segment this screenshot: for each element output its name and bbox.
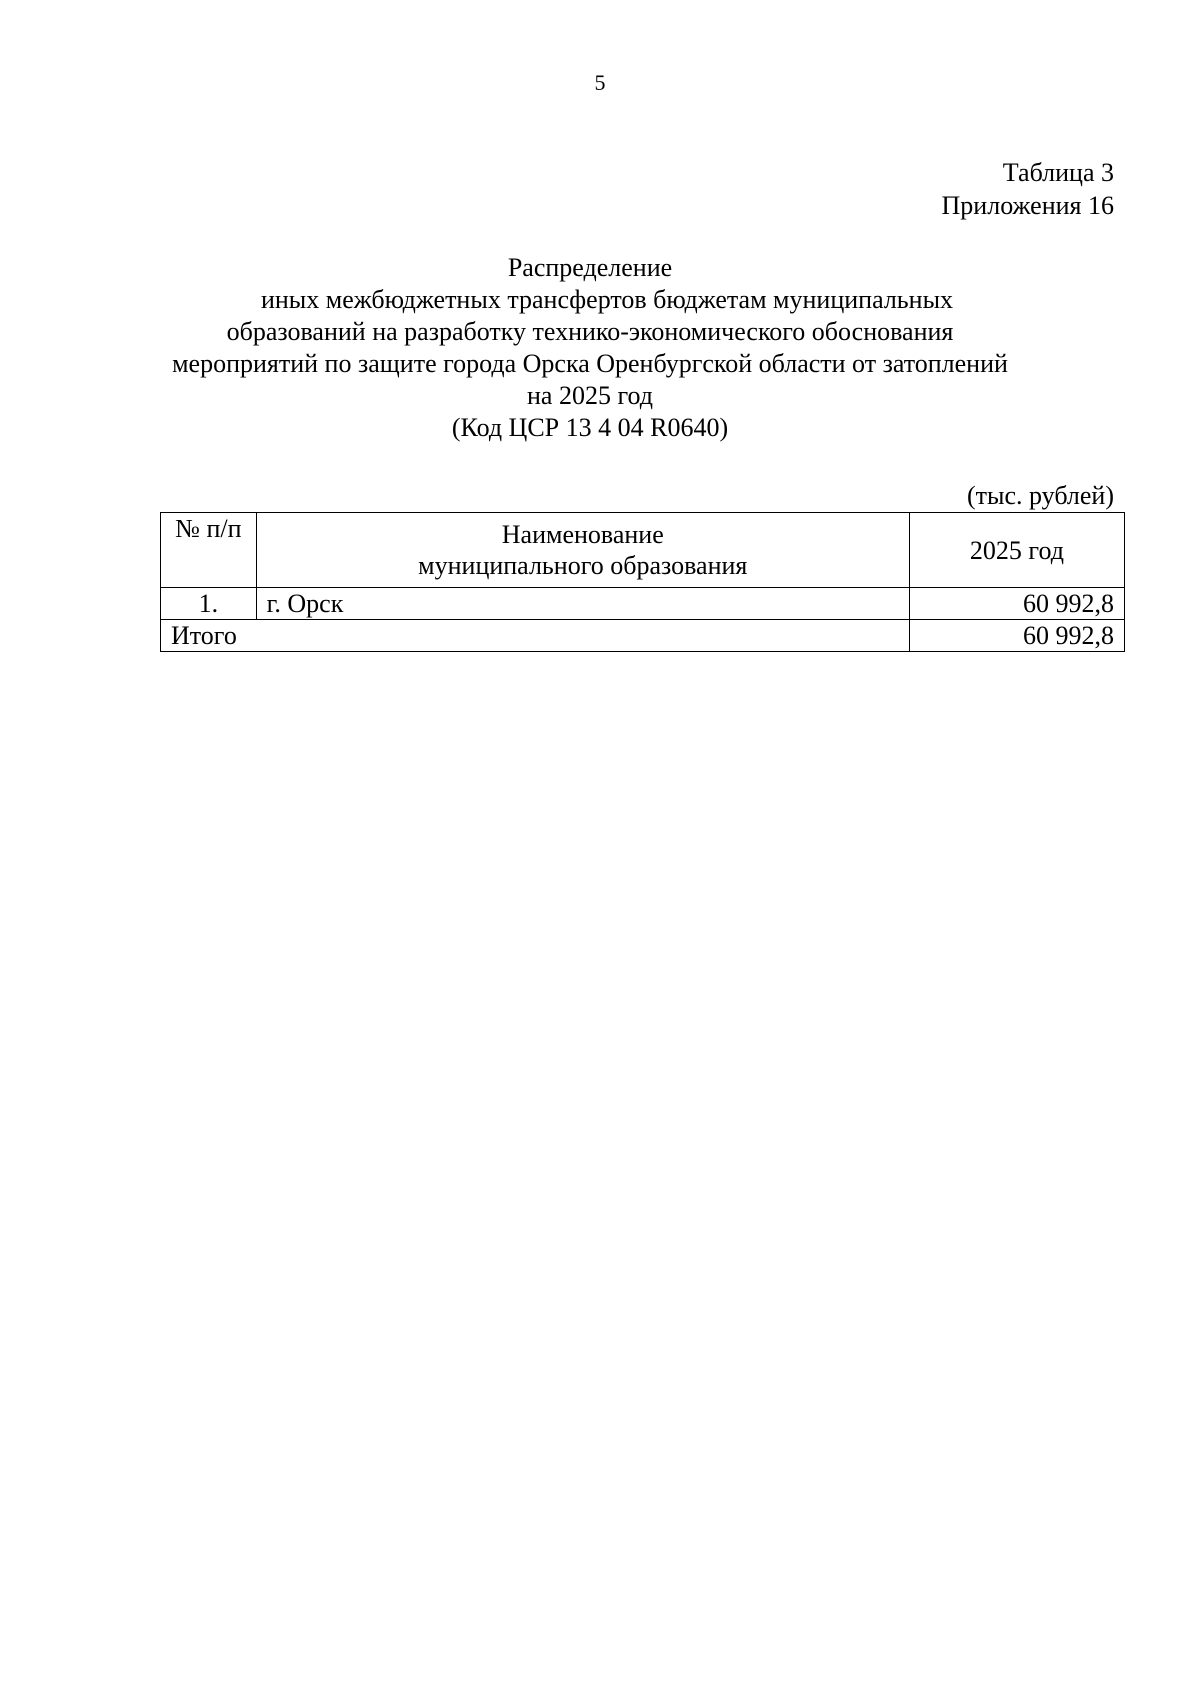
total-value: 60 992,8: [909, 620, 1124, 652]
heading-line-2: иных межбюджетных трансфертов бюджетам муниципальных: [260, 285, 954, 314]
heading-line-5: на 2025 год: [527, 381, 653, 410]
heading-title: Распределение: [507, 253, 673, 282]
header-name-line-1: Наименование: [501, 520, 664, 549]
heading-code: (Код ЦСР 13 4 04 R0640): [451, 413, 729, 442]
row-municipality: г. Орск: [256, 588, 909, 620]
header-name-line-2: муниципального образования: [418, 551, 748, 580]
header-number: № п/п: [161, 513, 257, 588]
table-row: [161, 588, 1125, 620]
units-label: (тыс. рублей): [966, 481, 1114, 510]
page-number: 5: [594, 70, 606, 95]
header-year: 2025 год: [909, 513, 1124, 588]
heading-line-4: мероприятий по защите города Орска Оренбургской области от затоплений: [172, 349, 1008, 378]
table-reference: [942, 156, 1114, 222]
table-header-row: [161, 513, 1125, 588]
row-value: 60 992,8: [909, 588, 1124, 620]
distribution-table: [160, 512, 1125, 652]
header-name: [256, 513, 909, 588]
total-label: Итого: [161, 620, 910, 652]
document-heading: [140, 252, 1040, 444]
heading-line-3: образований на разработку технико-экономического обоснования: [226, 317, 954, 346]
appendix-number: Приложения 16: [941, 191, 1114, 220]
table-number: Таблица 3: [1002, 158, 1114, 187]
row-number: 1.: [161, 588, 257, 620]
table-total-row: [161, 620, 1125, 652]
